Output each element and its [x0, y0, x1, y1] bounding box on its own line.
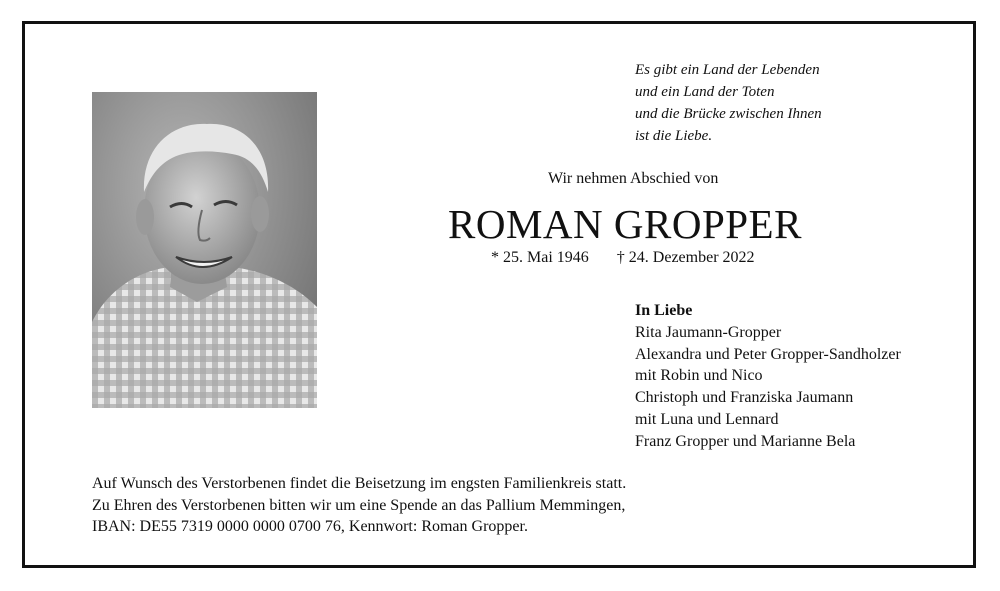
family-member: Alexandra und Peter Gropper-Sandholzer	[635, 345, 901, 363]
poem-line: Es gibt ein Land der Lebenden	[635, 62, 820, 78]
death-date: † 24. Dezember 2022	[616, 249, 755, 266]
family-heading: In Liebe	[635, 302, 693, 319]
poem-line: ist die Liebe.	[635, 128, 713, 144]
poem-line: und die Brücke zwischen Ihnen	[635, 106, 822, 122]
footer-line: Zu Ehren des Verstorbenen bitten wir um eine Spende an das Pallium Memmingen,	[92, 496, 626, 514]
portrait-photo	[92, 92, 317, 408]
portrait-photo-icon	[92, 92, 317, 408]
birth-date: * 25. Mai 1946	[491, 249, 589, 266]
deceased-name: ROMAN GROPPER	[448, 201, 802, 247]
family-member: Rita Jaumann-Gropper	[635, 323, 782, 341]
footer-line: Auf Wunsch des Verstorbenen findet die Beisetzung im engsten Familienkreis statt.	[92, 475, 627, 492]
family-member: mit Luna und Lennard	[635, 410, 779, 428]
family-member: mit Robin und Nico	[635, 367, 763, 385]
intro-text: Wir nehmen Abschied von	[548, 170, 719, 187]
family-member: Christoph und Franziska Jaumann	[635, 389, 854, 407]
life-dates	[491, 249, 755, 267]
family-list	[635, 300, 901, 453]
family-member: Franz Gropper und Marianne Bela	[635, 432, 856, 450]
footer-notice	[92, 473, 626, 538]
footer-line: IBAN: DE55 7319 0000 0000 0700 76, Kennwort: Roman Gropper.	[92, 518, 528, 535]
poem	[635, 59, 822, 147]
poem-line: und ein Land der Toten	[635, 84, 775, 100]
